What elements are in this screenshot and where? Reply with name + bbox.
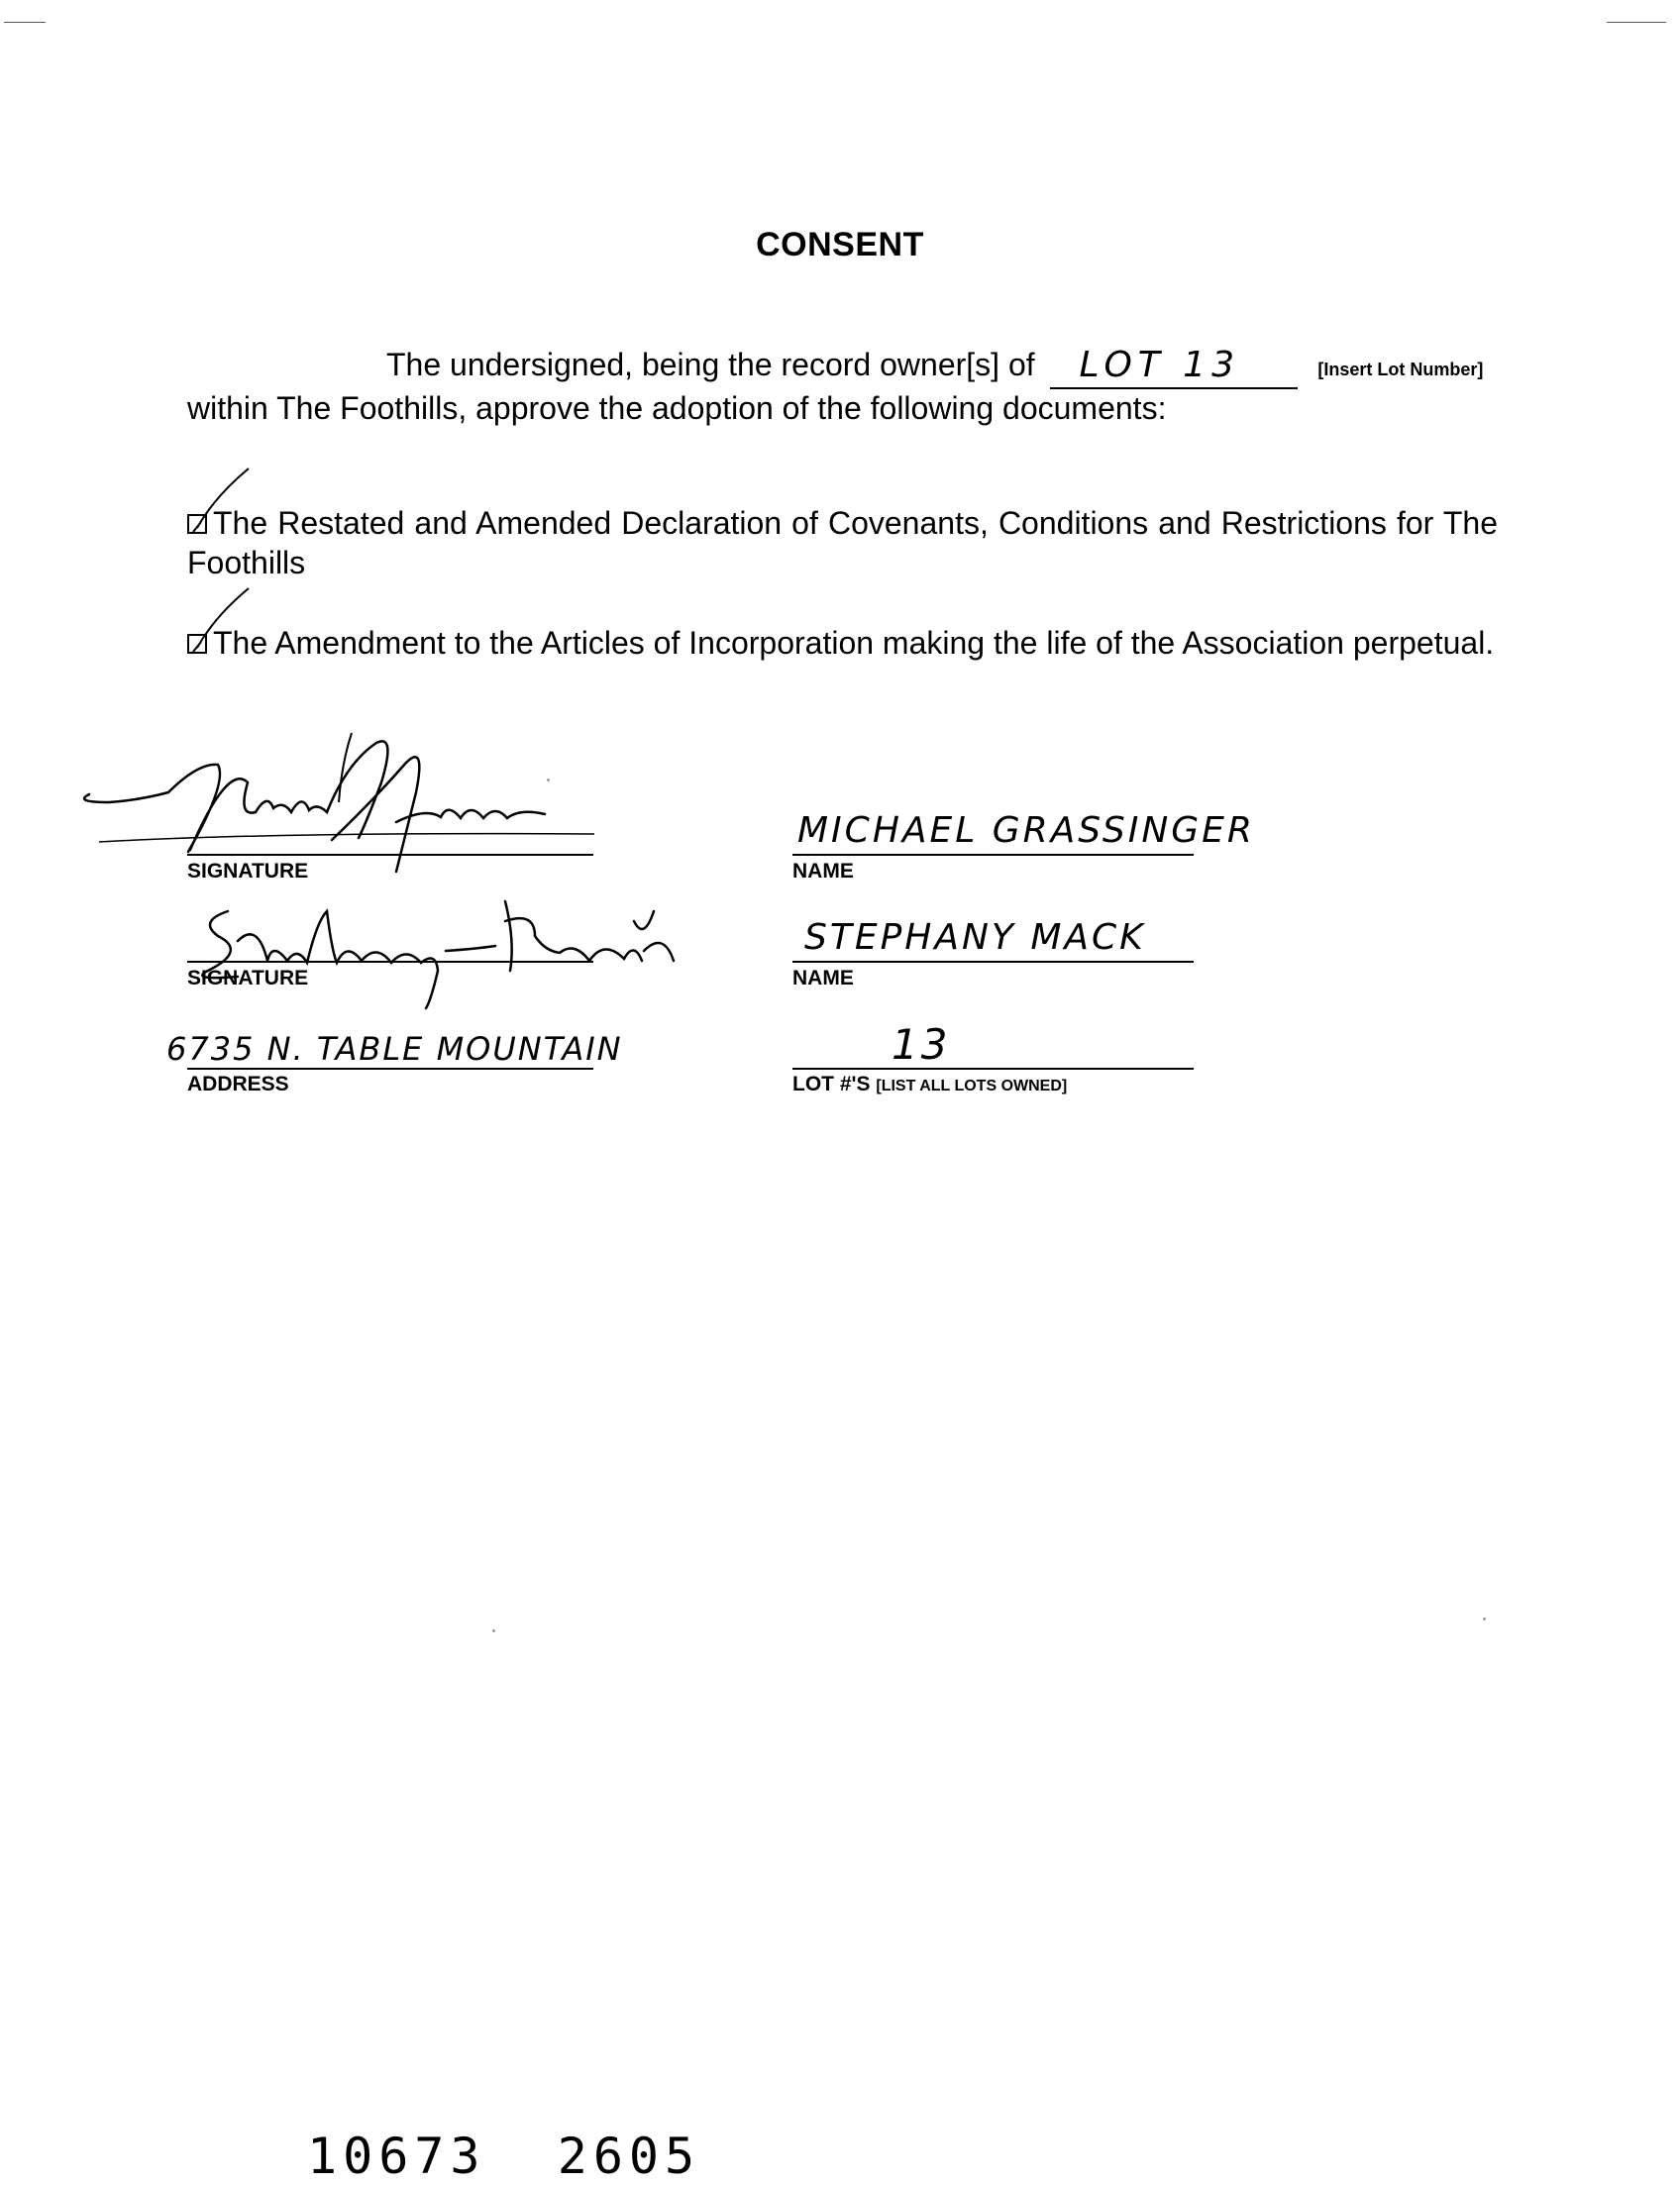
owner-name-1-handwritten: MICHAEL GRASSINGER [797,810,1255,851]
lots-label [792,1073,1067,1096]
document-item-text: The Restated and Amended Declaration of Covenants, Conditions and Restrictions for The Foothills [187,505,1498,580]
address-handwritten: 6735 N. TABLE MOUNTAIN [166,1030,623,1068]
insert-lot-note: [Insert Lot Number] [1317,360,1484,379]
scan-speck [492,1629,495,1632]
name-line-2 [792,961,1194,963]
intro-statement-continued: within The Foothills, approve the adoption of the following documents: [187,390,1167,426]
lots-label-text: LOT #'S [792,1073,871,1095]
lot-number-field [1050,345,1298,389]
name-label-1: NAME [792,860,854,883]
address-label: ADDRESS [187,1073,289,1095]
scan-speck [1483,1617,1486,1620]
handwritten-check-mark [191,467,251,536]
scan-edge-mark-left [4,22,46,23]
checked-box-icon [187,514,209,536]
signature-label-2: SIGNATURE [187,967,309,989]
document-item-amendment [187,623,1498,663]
handwritten-check-mark [191,586,251,656]
name-label-2: NAME [792,967,854,989]
scan-edge-mark-right [1607,22,1666,23]
signature-owner-2 [178,882,693,1010]
lots-line [792,1068,1194,1070]
document-item-text: The Amendment to the Articles of Incorporation making the life of the Association perpetual. [213,625,1495,661]
intro-statement [386,345,1506,389]
intro-text: The undersigned, being the record owner[s] of [386,347,1035,382]
signature-owner-1 [79,723,614,891]
lot-number-handwritten: LOT 13 [1079,345,1241,385]
signature-line-2 [187,961,593,963]
signature-label-1: SIGNATURE [187,860,309,883]
document-item-declaration [187,503,1498,582]
lots-owned-handwritten: 13 [892,1020,951,1069]
owner-name-2-handwritten: STEPHANY MACK [804,917,1146,958]
document-title: CONSENT [756,226,924,263]
lots-label-note: [LIST ALL LOTS OWNED] [876,1078,1068,1094]
name-line-1 [792,854,1194,856]
checked-box-icon [187,634,209,656]
signature-line-1 [187,854,593,856]
recording-stamp-number: 10673 2605 [307,2128,701,2185]
address-line [187,1068,593,1070]
